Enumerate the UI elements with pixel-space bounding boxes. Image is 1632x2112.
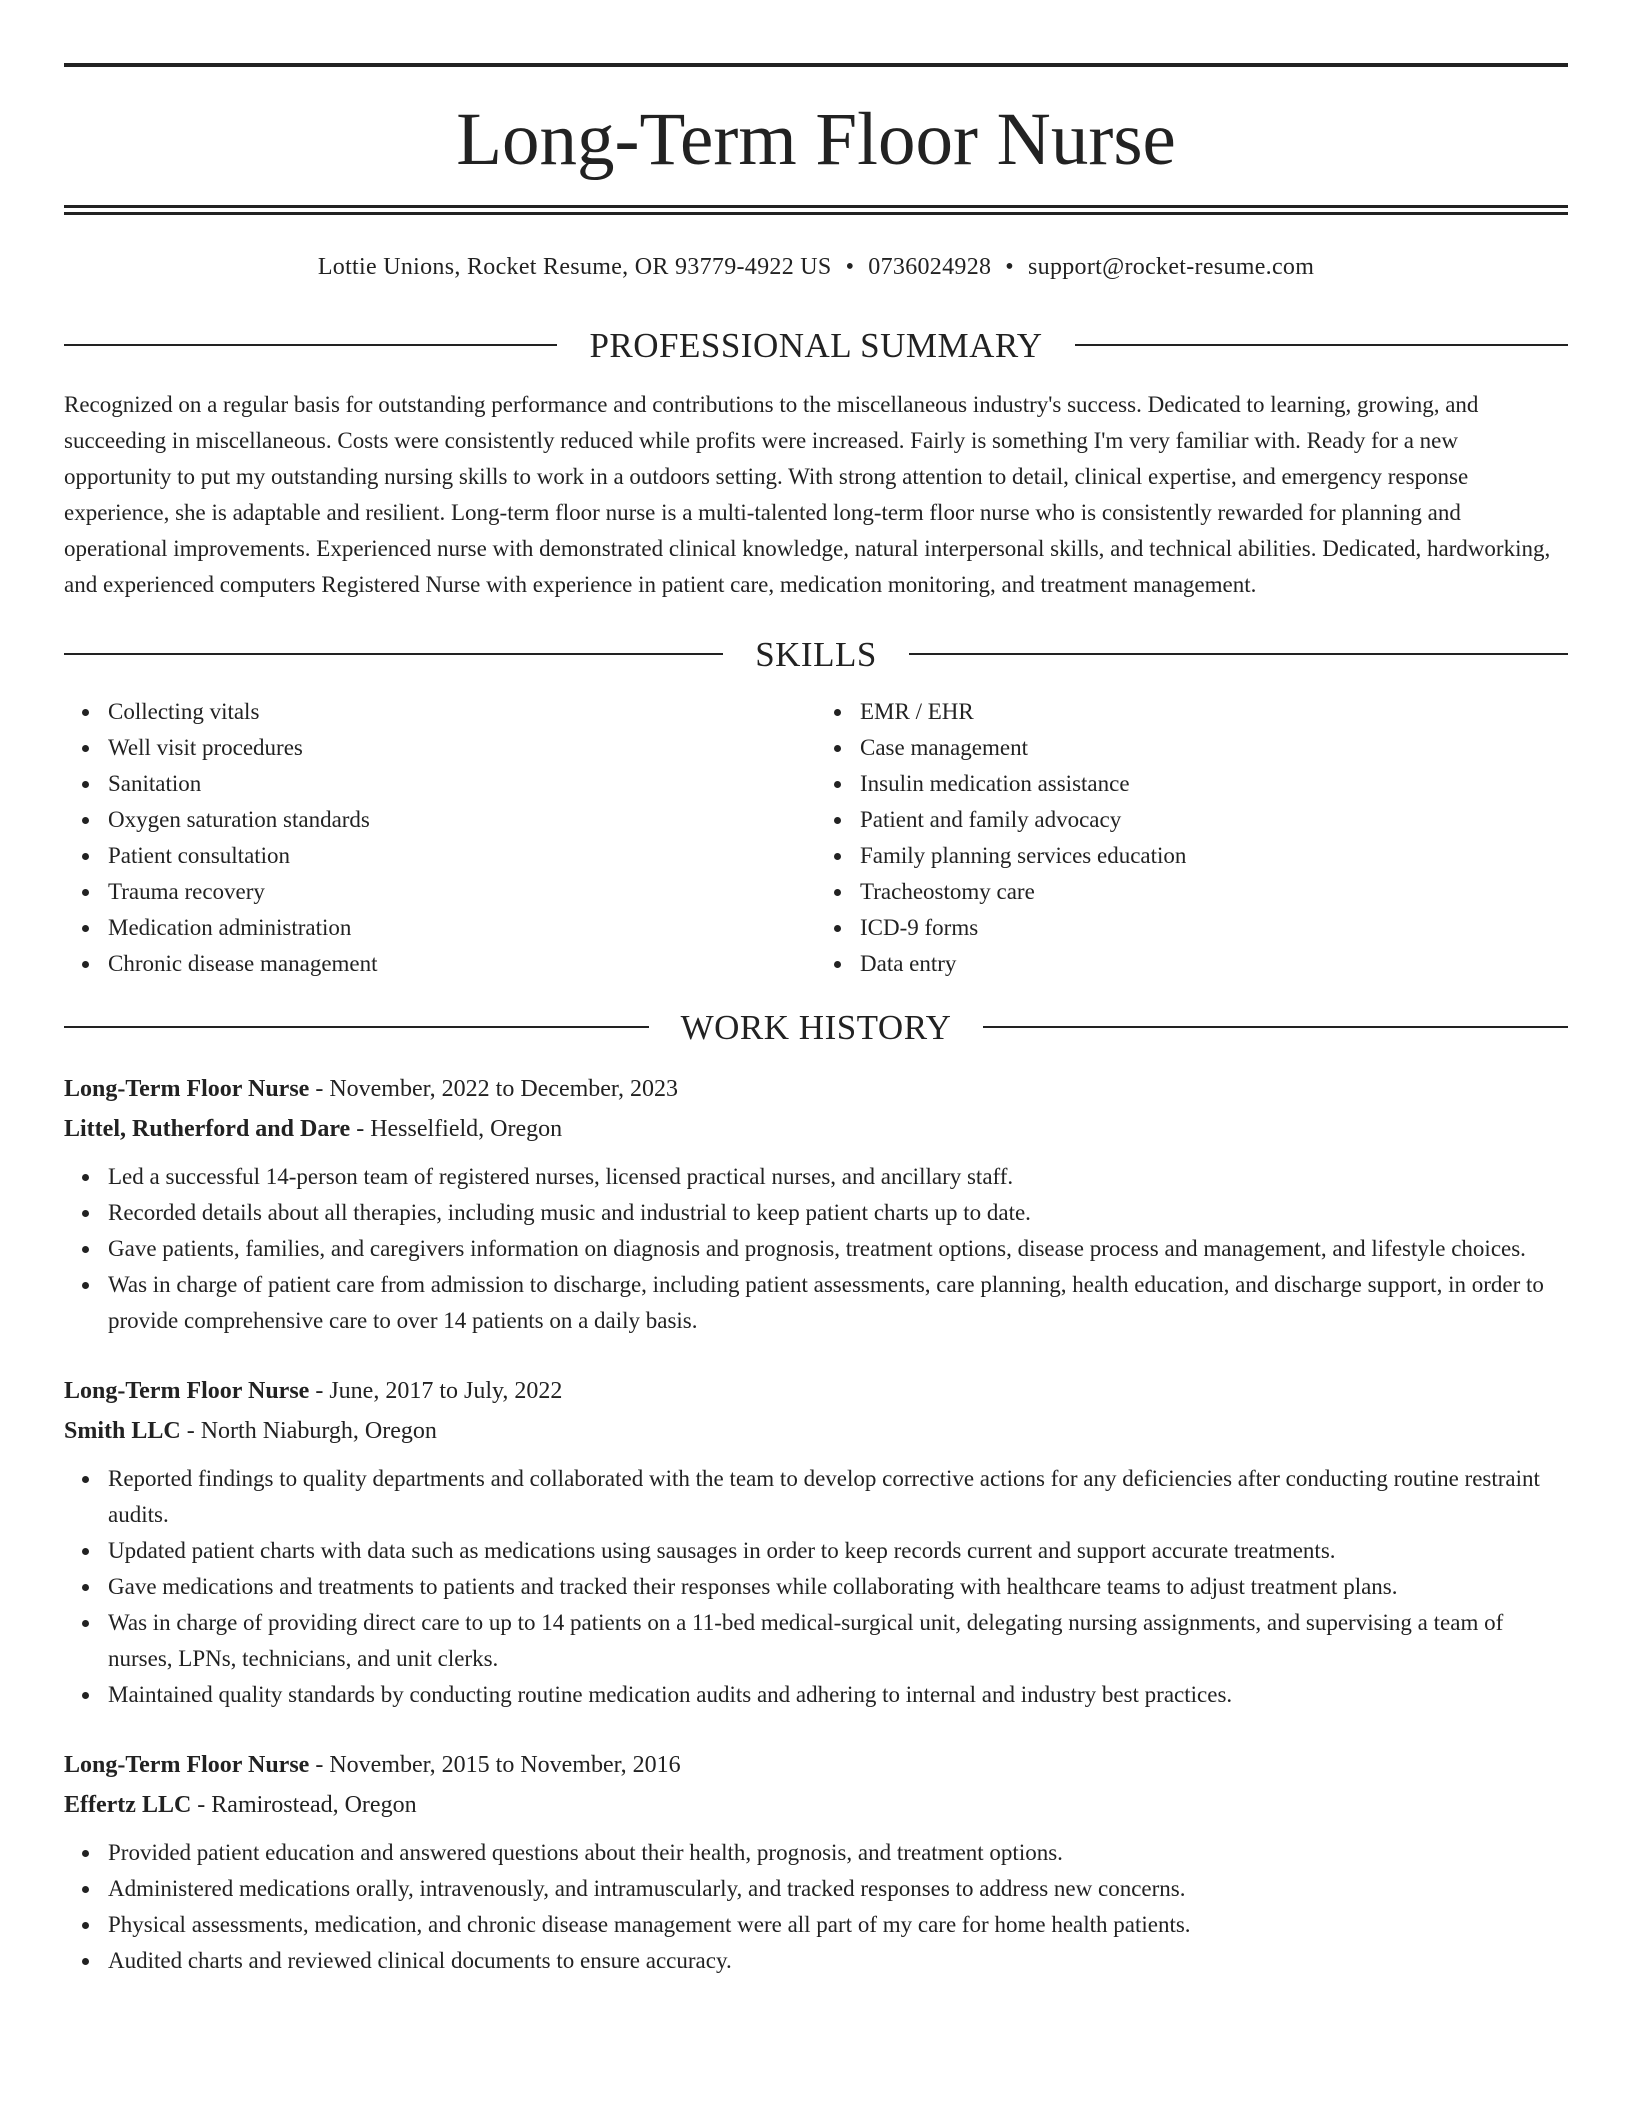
- summary-heading: [64, 325, 1568, 365]
- heading-rule-left: [64, 1026, 649, 1028]
- job-bullet: Was in charge of patient care from admission to discharge, including patient assessments, care planning, health education, and discharge support, in order to provide comprehensive care to over 14 patients on a daily basis.: [108, 1267, 1568, 1339]
- skill-item: Well visit procedures: [108, 730, 816, 766]
- contact-separator: •: [845, 254, 855, 280]
- job-location: - Hesselfield, Oregon: [350, 1115, 563, 1142]
- skill-item: EMR / EHR: [860, 694, 1568, 730]
- skill-item: Medication administration: [108, 910, 816, 946]
- skills-column-right: [816, 694, 1568, 982]
- job-bullet: Audited charts and reviewed clinical documents to ensure accuracy.: [108, 1943, 1568, 1979]
- job-bullet: Physical assessments, medication, and chronic disease management were all part of my care for home health patients.: [108, 1907, 1568, 1943]
- heading-rule-right: [983, 1026, 1568, 1028]
- resume-name: Long-Term Floor Nurse: [456, 98, 1176, 181]
- job-bullet: Provided patient education and answered questions about their health, prognosis, and treatment options.: [108, 1835, 1568, 1871]
- job-bullet: Gave medications and treatments to patients and tracked their responses while collaborating with healthcare teams to adjust treatment plans.: [108, 1569, 1568, 1605]
- job-dates: - November, 2022 to December, 2023: [309, 1075, 678, 1102]
- skill-item: Collecting vitals: [108, 694, 816, 730]
- job-company: Littel, Rutherford and Dare: [64, 1115, 351, 1142]
- job-entry: [64, 1371, 1568, 1713]
- skills-heading-text: SKILLS: [755, 634, 877, 674]
- job-bullet: Reported findings to quality departments and collaborated with the team to develop corrective actions for any deficiencies after conducting routine restraint audits.: [108, 1461, 1568, 1533]
- job-company-line: [64, 1785, 1568, 1825]
- job-title-line: [64, 1069, 1568, 1109]
- job-dates: - November, 2015 to November, 2016: [309, 1751, 681, 1778]
- job-bullet: Led a successful 14-person team of registered nurses, licensed practical nurses, and ancillary staff.: [108, 1159, 1568, 1195]
- skills-left-list: [64, 694, 816, 982]
- work-heading-text: WORK HISTORY: [680, 1007, 952, 1047]
- heading-rule-right: [909, 653, 1568, 655]
- skill-item: Trauma recovery: [108, 874, 816, 910]
- job-title: Long-Term Floor Nurse: [64, 1377, 310, 1404]
- job-entry: [64, 1069, 1568, 1339]
- contact-separator: •: [1005, 254, 1014, 280]
- job-title-line: [64, 1371, 1568, 1411]
- skill-item: Patient consultation: [108, 838, 816, 874]
- work-history-list: [64, 1069, 1568, 1979]
- heading-rule-right: [1075, 344, 1568, 346]
- job-bullet: Administered medications orally, intravenously, and intramuscularly, and tracked responses to address new concerns.: [108, 1871, 1568, 1907]
- job-bullet: Updated patient charts with data such as medications using sausages in order to keep records current and support accurate treatments.: [108, 1533, 1568, 1569]
- skill-item: Data entry: [860, 946, 1568, 982]
- job-bullet: Recorded details about all therapies, including music and industrial to keep patient charts up to date.: [108, 1195, 1568, 1231]
- skill-item: Insulin medication assistance: [860, 766, 1568, 802]
- job-bullet: Gave patients, families, and caregivers information on diagnosis and prognosis, treatment options, disease process and management, and lifestyle choices.: [108, 1231, 1568, 1267]
- skill-item: Case management: [860, 730, 1568, 766]
- job-bullets: [64, 1835, 1568, 1979]
- job-title: Long-Term Floor Nurse: [64, 1751, 310, 1778]
- job-bullet: Was in charge of providing direct care to up to 14 patients on a 11-bed medical-surgical unit, delegating nursing assignments, and supervising a team of nurses, LPNs, technicians, and unit clerks.: [108, 1605, 1568, 1677]
- job-company-line: [64, 1109, 1568, 1149]
- skill-item: Patient and family advocacy: [860, 802, 1568, 838]
- skill-item: Sanitation: [108, 766, 816, 802]
- skill-item: Tracheostomy care: [860, 874, 1568, 910]
- top-rule: [64, 63, 1568, 67]
- work-heading: [64, 1007, 1568, 1047]
- job-entry: [64, 1745, 1568, 1979]
- heading-rule-left: [64, 344, 557, 346]
- job-bullets: [64, 1159, 1568, 1339]
- heading-rule-left: [64, 653, 723, 655]
- summary-text: Recognized on a regular basis for outstanding performance and contributions to the miscellaneous industry's success. Dedicated to learning, growing, and succeeding in miscellaneous. Costs were consistently reduced while profits were increased. Fairly is something I'm very familiar with. Ready for a new opportunity to put my outstanding nursing skills to work in a outdoors setting. With strong attention to detail, clinical expertise, and emergency response experience, she is adaptable and resilient. Long-term floor nurse is a multi-talented long-term floor nurse who is consistently rewarded for planning and operational improvements. Experienced nurse with demonstrated clinical knowledge, natural interpersonal skills, and technical abilities. Dedicated, hardworking, and experienced computers Registered Nurse with experience in patient care, medication monitoring, and treatment management.: [64, 391, 1551, 597]
- job-bullet: Maintained quality standards by conducting routine medication audits and adhering to internal and industry best practices.: [108, 1677, 1568, 1713]
- skills-list: [64, 694, 1568, 982]
- skill-item: Chronic disease management: [108, 946, 816, 982]
- job-company-line: [64, 1411, 1568, 1451]
- summary-heading-text: PROFESSIONAL SUMMARY: [589, 325, 1043, 365]
- skills-heading: [64, 634, 1568, 674]
- job-title: Long-Term Floor Nurse: [64, 1075, 310, 1102]
- contact-address: Lottie Unions, Rocket Resume, OR 93779-4922 US: [317, 254, 832, 280]
- job-company: Effertz LLC: [64, 1791, 192, 1818]
- contact-line: [64, 253, 1568, 282]
- skill-item: Oxygen saturation standards: [108, 802, 816, 838]
- skills-column-left: [64, 694, 816, 982]
- skills-right-list: [816, 694, 1568, 982]
- job-bullets: [64, 1461, 1568, 1713]
- skill-item: Family planning services education: [860, 838, 1568, 874]
- skill-item: ICD-9 forms: [860, 910, 1568, 946]
- contact-email: support@rocket-resume.com: [1028, 254, 1315, 280]
- job-location: - Ramirostead, Oregon: [191, 1791, 417, 1818]
- job-dates: - June, 2017 to July, 2022: [309, 1377, 563, 1404]
- job-location: - North Niaburgh, Oregon: [180, 1417, 437, 1444]
- job-company: Smith LLC: [64, 1417, 181, 1444]
- name-double-rule: [64, 205, 1568, 215]
- job-title-line: [64, 1745, 1568, 1785]
- contact-phone: 0736024928: [868, 254, 992, 280]
